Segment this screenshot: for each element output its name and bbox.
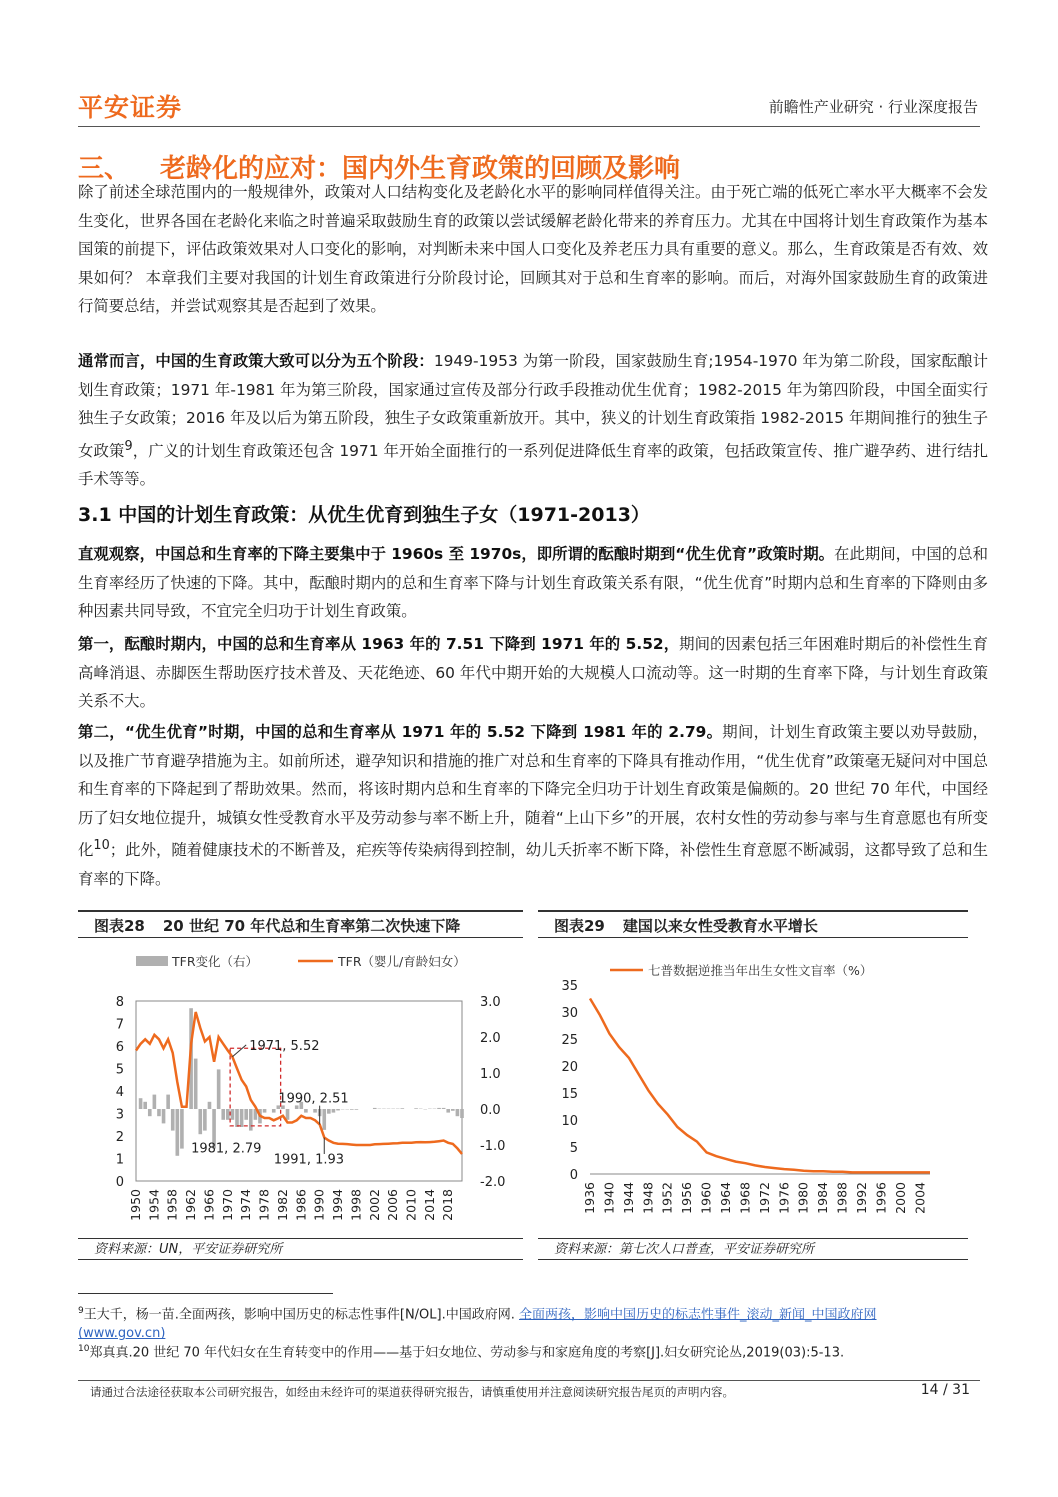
- footer-disclaimer: 请通过合法途径获取本公司研究报告，如经由未经许可的渠道获得研究报告，请慎重使用并注意阅读研究报告尾页的声明内容。: [90, 1385, 734, 1399]
- x-tick-label: 1948: [640, 1182, 656, 1214]
- tfr-change-bar: [166, 1095, 170, 1109]
- tfr-change-bar: [208, 1102, 212, 1109]
- tfr-change-bar: [148, 1109, 152, 1116]
- paragraph-body: 1949-1953 为第一阶段，国家鼓励生育;1954-1970 年为第二阶段，国家酝酿计划生育政策；1971 年-1981 年为第三阶段，国家通过宣传及部分行政手段推动优生优育；1982-2015 年为第四阶段，中国全面实行独生子女政策；2016 年及以后为第五阶段，独生子女政策重新放开。其中，狭义的计划生育政策指 1982-2015 年期间推行的独生子女政策: [78, 352, 988, 460]
- annotation-1971: 1971, 5.52: [249, 1038, 320, 1054]
- y-tick-label: 35: [561, 979, 578, 994]
- tfr-change-bar: [240, 1109, 244, 1127]
- footnote-10: [78, 1340, 978, 1362]
- tfr-change-bar: [157, 1109, 161, 1116]
- y-right-tick-label: 0.0: [480, 1103, 501, 1118]
- x-tick-label: 1964: [718, 1182, 733, 1214]
- tfr-change-bar: [217, 1069, 221, 1109]
- paragraph-first: [78, 630, 988, 716]
- x-tick-label: 1950: [128, 1189, 143, 1221]
- x-tick-label: 1986: [293, 1189, 309, 1221]
- x-tick-label: 1952: [659, 1182, 675, 1214]
- chart-28-label: 图表28: [94, 917, 145, 935]
- y-left-tick-label: 8: [115, 995, 124, 1010]
- y-left-tick-label: 7: [115, 1017, 124, 1033]
- annotation-1981: 1981, 2.79: [191, 1141, 262, 1157]
- footnote-9: [78, 1302, 978, 1343]
- y-tick-label: 30: [561, 1006, 578, 1021]
- x-tick-label: 1992: [854, 1182, 869, 1214]
- chart-29-title: 建国以来女性受教育水平增长: [622, 917, 818, 935]
- tfr-line: [136, 1012, 462, 1157]
- tfr-change-bar: [139, 1098, 143, 1109]
- paragraph-intro: 除了前述全球范围内的一般规律外，政策对人口结构变化及老龄化水平的影响同样值得关注。由于死亡端的低死亡率水平大概率不会发生变化，世界各国在老龄化来临之时普遍采取鼓励生育的政策以尝试缓解老龄化带来的养育压力。尤其在中国将计划生育政策作为基本国策的前提下，评估政策效果对人口变化的影响，对判断未来中国人口变化及养老压力具有重要的意义。那么，生育政策是否有效、效果如何？ 本章我们主要对我国的计划生育政策进行分阶段讨论，回顾其对于总和生育率的影响。而后，对海外国家鼓励生育的政策进行简要总结，并尝试观察其是否起到了效果。: [78, 183, 988, 315]
- tfr-change-bar: [400, 1108, 404, 1109]
- x-tick-label: 1960: [698, 1182, 714, 1214]
- tfr-change-bar: [235, 1109, 239, 1127]
- tfr-change-bar: [313, 1109, 317, 1113]
- tfr-change-bar: [249, 1109, 253, 1131]
- tfr-change-bar: [327, 1109, 331, 1114]
- tfr-change-bar: [176, 1109, 180, 1156]
- x-tick-label: 1940: [601, 1182, 617, 1214]
- y-left-tick-label: 5: [115, 1062, 124, 1078]
- legend-label: TFR（婴儿/育龄妇女）: [338, 954, 466, 969]
- chart-29: [538, 910, 968, 1260]
- x-tick-label: 1968: [737, 1182, 753, 1214]
- tfr-change-bar: [244, 1109, 248, 1120]
- x-tick-label: 2010: [403, 1189, 419, 1221]
- tfr-change-bar: [446, 1109, 450, 1113]
- x-tick-label: 1990: [311, 1189, 327, 1221]
- tfr-change-bar: [451, 1109, 455, 1111]
- legend-swatch-bar: [136, 956, 168, 966]
- legend-label: 七普数据逆推当年出生女性文盲率（%）: [648, 963, 873, 978]
- x-tick-label: 1944: [620, 1182, 636, 1214]
- x-tick-label: 1958: [164, 1189, 180, 1221]
- tfr-change-bar: [272, 1109, 276, 1113]
- tfr-change-bar: [194, 1059, 198, 1109]
- y-left-tick-label: 0: [115, 1175, 124, 1190]
- chart-29-label: 图表29: [554, 917, 605, 935]
- chart-28-plot: [78, 940, 523, 1240]
- tfr-change-bar: [203, 1109, 207, 1131]
- x-tick-label: 2006: [385, 1189, 401, 1221]
- x-tick-label: 1984: [815, 1182, 831, 1214]
- tfr-change-bar: [198, 1109, 202, 1134]
- paragraph-body: 在此期间，中国的总和生育率经历了快速的下降。其中，酝酿时期内的总和生育率下降与计划生育政策关系有限，“优生优育”时期内总和生育率的下降则由多种因素共同导致，不宜完全归功于计划生育政策。: [78, 545, 988, 620]
- chart-29-header: [538, 910, 968, 938]
- header-report-type: 前瞻性产业研究 · 行业深度报告: [768, 98, 978, 116]
- paragraph-lead: 直观观察，中国总和生育率的下降主要集中于 1960s 至 1970s，即所谓的酝酿时期到“优生优育”政策时期。: [78, 545, 835, 563]
- annotation-1990: 1990, 2.51: [278, 1091, 349, 1107]
- footnote-number: 10: [78, 1344, 90, 1354]
- x-tick-label: 1936: [582, 1182, 597, 1214]
- y-right-tick-label: -2.0: [480, 1175, 506, 1190]
- page-header: [78, 86, 980, 127]
- subsection-title: 3.1 中国的计划生育政策：从优生优育到独生子女（1971-2013）: [78, 504, 650, 526]
- tfr-change-bar: [355, 1109, 359, 1110]
- x-tick-label: 2004: [912, 1182, 928, 1214]
- tfr-change-bar: [304, 1109, 308, 1113]
- y-right-tick-label: 3.0: [480, 995, 501, 1010]
- x-tick-label: 1988: [834, 1182, 850, 1214]
- page-number: 14 / 31: [920, 1382, 970, 1398]
- chart-28-header: [78, 910, 523, 938]
- tfr-change-bar: [162, 1109, 166, 1123]
- tfr-change-bar: [143, 1102, 147, 1109]
- x-tick-label: 2002: [366, 1189, 382, 1221]
- x-tick-label: 1956: [679, 1182, 695, 1214]
- x-tick-label: 1962: [183, 1189, 199, 1221]
- illiteracy-line: [590, 999, 930, 1173]
- footnote-number: 9: [78, 1306, 84, 1316]
- paragraph-second: [78, 718, 988, 893]
- x-tick-label: 1980: [795, 1182, 811, 1214]
- tfr-change-bar: [414, 1108, 418, 1109]
- annotation-1991: 1991, 1.93: [273, 1152, 345, 1168]
- paragraph-policy-stages: [78, 347, 988, 494]
- y-tick-label: 0: [569, 1168, 578, 1183]
- x-tick-label: 2018: [440, 1189, 456, 1221]
- paragraph-lead: 通常而言，中国的生育政策大致可以分为五个阶段：: [78, 352, 434, 370]
- tfr-change-bar: [171, 1109, 175, 1131]
- footer-divider: [78, 1380, 980, 1381]
- y-right-tick-label: -1.0: [480, 1139, 506, 1154]
- tfr-change-bar: [322, 1109, 326, 1130]
- y-left-tick-label: 1: [115, 1152, 124, 1168]
- footnote-link[interactable]: 全面两孩，影响中国历史的标志性事件_滚动_新闻_中国政府网: [519, 1307, 877, 1323]
- x-tick-label: 1978: [256, 1189, 272, 1221]
- tfr-change-bar: [442, 1108, 446, 1109]
- chart-28-source: 资料来源：UN，平安证券研究所: [78, 1238, 523, 1260]
- tfr-change-bar: [180, 1109, 184, 1149]
- x-tick-label: 1954: [146, 1189, 162, 1221]
- tfr-change-bar: [456, 1109, 460, 1116]
- x-tick-label: 1998: [348, 1189, 364, 1221]
- x-tick-label: 1972: [756, 1182, 772, 1214]
- chart-29-plot: [538, 940, 968, 1240]
- tfr-change-bar: [373, 1108, 377, 1109]
- y-tick-label: 20: [561, 1060, 578, 1075]
- footnote-divider: [78, 1293, 333, 1294]
- paragraph-lead: 第二，“优生优育”时期，中国的总和生育率从 1971 年的 5.52 下降到 1981 年的 2.79。: [78, 723, 723, 741]
- x-tick-label: 1974: [238, 1189, 254, 1221]
- tfr-change-bar: [153, 1095, 157, 1109]
- y-left-tick-label: 3: [115, 1107, 124, 1123]
- paragraph-body: ，广义的计划生育政策还包含 1971 年开始全面推行的一系列促进降低生育率的政策，包括政策宣传、推广避孕药、进行结扎手术等等。: [78, 441, 988, 489]
- section-number: 三、: [78, 154, 131, 184]
- legend-label: TFR变化（右）: [172, 954, 259, 969]
- tfr-change-bar: [231, 1109, 235, 1120]
- tfr-change-bar: [460, 1109, 464, 1118]
- x-tick-label: 1994: [330, 1189, 346, 1221]
- footnote-text: 郑真真.20 世纪 70 年代妇女在生育转变中的作用——基于妇女地位、劳动参与和家庭角度的考察[J].妇女研究论丛,2019(03):5-13.: [89, 1345, 845, 1361]
- x-tick-label: 2000: [892, 1182, 908, 1214]
- footnote-ref: 10: [93, 838, 110, 853]
- x-tick-label: 2014: [421, 1189, 437, 1221]
- paragraph-observation: [78, 540, 988, 626]
- x-tick-label: 1966: [201, 1189, 217, 1221]
- footnote-text: 王大千，杨一苗.全面两孩，影响中国历史的标志性事件[N/OL].中国政府网.: [83, 1307, 515, 1323]
- footnote-ref: 9: [124, 438, 133, 454]
- y-right-tick-label: 2.0: [480, 1031, 501, 1046]
- y-left-tick-label: 6: [115, 1040, 124, 1055]
- y-tick-label: 5: [569, 1141, 578, 1156]
- paragraph-body: 期间，计划生育政策主要以劝导鼓励，以及推广节育避孕措施为主。如前所述，避孕知识和措施的推广对总和生育率的下降具有推动作用，“优生优育”政策毫无疑问对中国总和生育率的下降起到了帮助效果。然而，将该时期内总和生育率的下降完全归功于计划生育政策是偏颇的。20 世纪 70 年代，中国经历了妇女地位提升，城镇女性受教育水平及劳动参与率不断上升，随着“上山下乡”的开展，农村女性的劳动参与率与生育意愿也有所变化: [78, 723, 988, 860]
- tfr-change-bar: [286, 1109, 290, 1120]
- y-tick-label: 25: [561, 1033, 578, 1048]
- chart-29-source: 资料来源：第七次人口普查，平安证券研究所: [538, 1238, 968, 1260]
- section-heading: 老龄化的应对：国内外生育政策的回顾及影响: [160, 154, 681, 184]
- chart-28-title: 20 世纪 70 年代总和生育率第二次快速下降: [162, 917, 461, 935]
- y-left-tick-label: 4: [115, 1085, 124, 1100]
- x-tick-label: 1976: [776, 1182, 792, 1214]
- paragraph-lead: 第一，酝酿时期内，中国的总和生育率从 1963 年的 7.51 下降到 1971 年的 5.52，: [78, 635, 680, 653]
- chart-28: [78, 910, 523, 1260]
- tfr-change-bar: [263, 1109, 267, 1113]
- y-tick-label: 10: [561, 1114, 578, 1129]
- paragraph-body: ；此外，随着健康技术的不断普及，疟疾等传染病得到控制，幼儿夭折率不断下降，补偿性生育意愿不断减弱，这都导致了总和生育率的下降。: [78, 841, 988, 888]
- annotation-leader: [232, 1045, 246, 1057]
- paragraph-body: 期间的因素包括三年困难时期后的补偿性生育高峰消退、赤脚医生帮助医疗技术普及、天花绝迹、60 年代中期开始的大规模人口流动等。这一时期的生育率下降，与计划生育政策关系不大。: [78, 635, 988, 710]
- footnote-link-domain[interactable]: (www.gov.cn): [78, 1326, 166, 1342]
- tfr-change-bar: [226, 1109, 230, 1120]
- y-right-tick-label: 1.0: [480, 1067, 501, 1082]
- tfr-change-bar: [350, 1109, 354, 1110]
- x-tick-label: 1996: [873, 1182, 889, 1214]
- x-tick-label: 1982: [274, 1189, 290, 1221]
- tfr-change-bar: [221, 1109, 225, 1120]
- y-tick-label: 15: [561, 1087, 578, 1102]
- y-left-tick-label: 2: [115, 1130, 124, 1145]
- tfr-change-bar: [437, 1108, 441, 1109]
- tfr-change-bar: [332, 1109, 336, 1113]
- tfr-change-bar: [336, 1109, 340, 1110]
- brand-logo: 平安证券: [78, 93, 183, 122]
- x-tick-label: 1970: [219, 1189, 235, 1221]
